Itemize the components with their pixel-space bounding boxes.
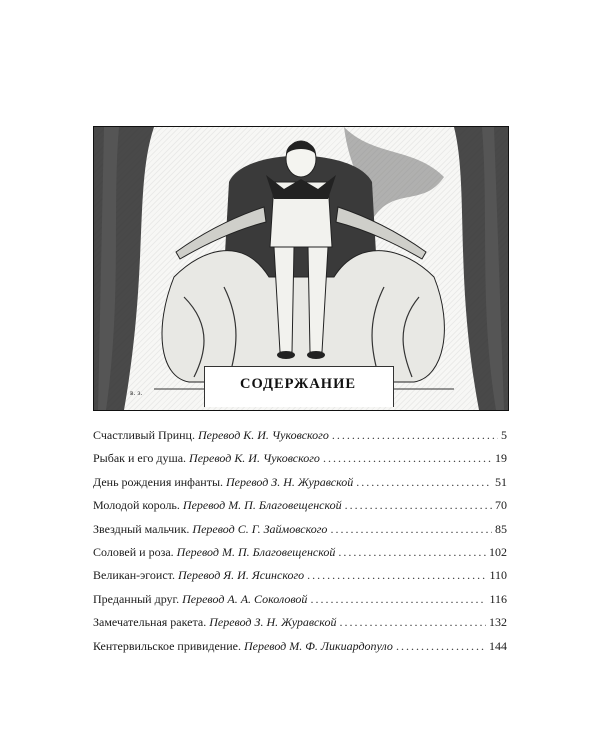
toc-entry-page: 19: [495, 451, 507, 466]
toc-entry-title: Кентервильское привидение.: [93, 638, 241, 653]
toc-entry-translator: Перевод А. А. Соколовой: [182, 591, 308, 606]
toc-entry-title: Великан-эгоист.: [93, 568, 175, 583]
toc-leader-dots: [356, 475, 492, 490]
toc-entry-page: 70: [495, 498, 507, 513]
toc-entry-title: Соловей и роза.: [93, 544, 174, 559]
table-of-contents: [93, 428, 507, 662]
toc-entry-page: 5: [501, 428, 507, 442]
toc-entry-translator: Перевод К. И. Чуковского: [189, 451, 320, 466]
toc-entry-title: День рождения инфанты.: [93, 474, 224, 489]
toc-entry-translator: Перевод З. Н. Журавской: [209, 615, 337, 630]
toc-entry-translator: Перевод З. Н. Журавской: [226, 474, 354, 489]
toc-entry-translator: Перевод М. П. Благовещенской: [182, 498, 342, 513]
toc-entry-title: Счастливый Принц.: [93, 428, 195, 442]
toc-entry-translator: Перевод Я. И. Ясинского: [178, 568, 305, 583]
toc-leader-dots: [338, 545, 486, 560]
toc-leader-dots: [330, 522, 492, 537]
toc-entry[interactable]: [93, 498, 507, 521]
toc-entry[interactable]: [93, 428, 507, 451]
toc-entry-translator: Перевод С. Г. Займовского: [192, 521, 328, 536]
artist-signature: в. з.: [130, 390, 143, 397]
toc-leader-dots: [332, 428, 498, 443]
toc-entry-page: 51: [495, 474, 507, 489]
toc-entry-title: Звездный мальчик.: [93, 521, 190, 536]
toc-leader-dots: [339, 615, 486, 630]
toc-leader-dots: [310, 592, 486, 607]
toc-entry-page: 144: [489, 638, 507, 653]
toc-entry-page: 110: [489, 568, 507, 583]
toc-entry-page: 132: [489, 615, 507, 630]
toc-entry-title: Преданный друг.: [93, 591, 180, 606]
toc-leader-dots: [345, 498, 492, 513]
toc-entry[interactable]: [93, 592, 507, 615]
toc-entry[interactable]: [93, 639, 507, 662]
toc-entry-title: Молодой король.: [93, 498, 180, 513]
toc-entry-page: 85: [495, 521, 507, 536]
toc-entry-page: 116: [489, 591, 507, 606]
toc-leader-dots: [323, 451, 492, 466]
toc-entry-translator: Перевод М. П. Благовещенской: [176, 544, 336, 559]
toc-entry[interactable]: [93, 522, 507, 545]
toc-entry[interactable]: [93, 475, 507, 498]
toc-entry-title: Рыбак и его душа.: [93, 451, 187, 466]
page-title: СОДЕРЖАНИЕ: [239, 376, 357, 392]
toc-leader-dots: [396, 639, 486, 654]
toc-entry[interactable]: [93, 615, 507, 638]
toc-entry-translator: Перевод М. Ф. Ликиардопуло: [243, 638, 393, 653]
toc-entry[interactable]: [93, 451, 507, 474]
toc-entry[interactable]: [93, 545, 507, 568]
toc-entry-page: 102: [489, 544, 507, 559]
toc-entry-title: Замечательная ракета.: [93, 615, 207, 630]
toc-entry-translator: Перевод К. И. Чуковского: [197, 428, 329, 442]
toc-leader-dots: [307, 568, 486, 583]
toc-entry[interactable]: [93, 568, 507, 591]
